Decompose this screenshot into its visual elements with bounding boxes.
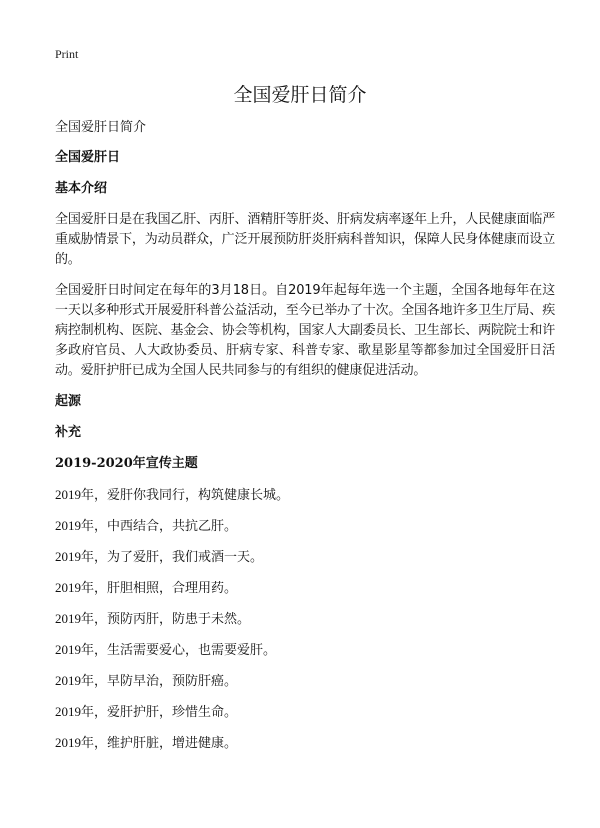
theme-text: 早防早治，预防肝癌。 — [107, 674, 238, 689]
theme-year: 2019年， — [55, 642, 108, 657]
supplement-heading: 补充 — [55, 425, 82, 440]
section-name: 全国爱肝日 — [55, 150, 121, 165]
theme-text: 维护肝脏，增进健康。 — [107, 736, 238, 751]
theme-year: 2019年， — [55, 518, 108, 533]
theme-text: 中西结合，共抗乙肝。 — [107, 519, 238, 534]
list-item — [55, 640, 555, 661]
document-subtitle: 全国爱肝日简介 — [55, 120, 147, 135]
theme-year: 2019年， — [55, 549, 108, 564]
origin-heading: 起源 — [55, 394, 82, 409]
list-item — [55, 578, 555, 599]
theme-year: 2019年， — [55, 487, 108, 502]
list-item — [55, 516, 555, 537]
theme-text: 预防丙肝，防患于未然。 — [107, 612, 251, 627]
page-title: 全国爱肝日简介 — [233, 84, 367, 106]
intro-heading: 基本介绍 — [55, 181, 108, 196]
list-item — [55, 671, 555, 692]
theme-text: 爱肝你我同行，构筑健康长城。 — [107, 488, 290, 503]
list-item — [55, 609, 555, 630]
theme-year: 2019年， — [55, 704, 108, 719]
themes-list — [55, 485, 555, 754]
theme-year: 2019年， — [55, 673, 108, 688]
document-body — [55, 118, 555, 764]
theme-text: 肝胆相照，合理用药。 — [107, 581, 238, 596]
themes-heading: 2019-2020年宣传主题 — [55, 456, 198, 471]
theme-text: 为了爱肝，我们戒酒一天。 — [107, 550, 264, 565]
intro-paragraph-1: 全国爱肝日是在我国乙肝、丙肝、酒精肝等肝炎、肝病发病率逐年上升，人民健康面临严重威胁情景下，为动员群众，广泛开展预防肝炎肝病科普知识，保障人民身体健康而设立的。 — [55, 212, 555, 267]
list-item — [55, 702, 555, 723]
print-link[interactable]: Print — [55, 47, 79, 61]
list-item — [55, 733, 555, 754]
theme-year: 2019年， — [55, 580, 108, 595]
list-item — [55, 547, 555, 568]
list-item — [55, 485, 555, 506]
theme-year: 2019年， — [55, 735, 108, 750]
theme-year: 2019年， — [55, 611, 108, 626]
theme-text: 爱肝护肝，珍惜生命。 — [107, 705, 238, 720]
intro-paragraph-2: 全国爱肝日时间定在每年的3月18日。自2019年起每年选一个主题，全国各地每年在这一天以多种形式开展爱肝科普公益活动，至今已举办了十次。全国各地许多卫生厅局、疾病控制机构、医院、基金会、协会等机构，国家人大副委员长、卫生部长、两院院士和许多政府官员、人大政协委员、肝病专家、科普专家、歌星影星等都参加过全国爱肝日活动。爱肝护肝已成为全国人民共同参与的有组织的健康促进活动。 — [55, 283, 555, 378]
theme-text: 生活需要爱心，也需要爱肝。 — [107, 643, 277, 658]
